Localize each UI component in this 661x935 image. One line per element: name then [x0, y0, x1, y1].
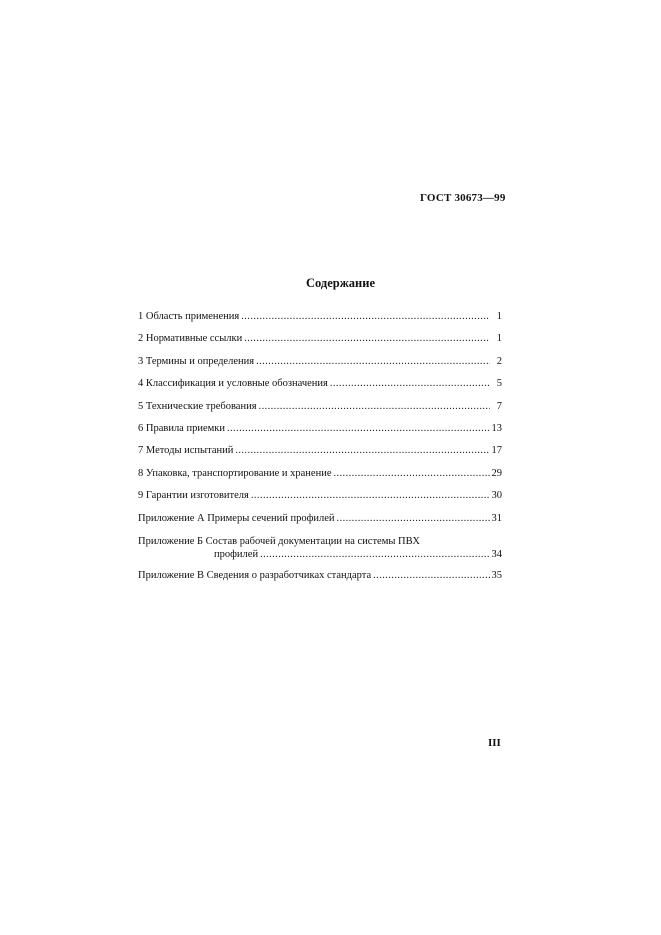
toc-entry[interactable]	[138, 445, 502, 467]
toc-entry-page: 34	[491, 548, 502, 560]
toc-leader-dots	[259, 401, 490, 412]
toc-entry-text: 1 Область применения	[138, 311, 240, 322]
toc-entry[interactable]	[138, 333, 502, 355]
toc-entry-page: 30	[491, 490, 502, 502]
toc-entry-page: 31	[491, 512, 502, 524]
toc-entry-text: 5 Технические требования	[138, 400, 257, 412]
toc-leader-dots	[227, 423, 490, 434]
toc-entry[interactable]	[138, 401, 502, 423]
toc-leader-dots	[330, 378, 490, 389]
toc-entry[interactable]	[138, 423, 502, 445]
toc-leader-dots	[244, 333, 490, 344]
toc-entry[interactable]	[138, 490, 502, 512]
toc-entry-page: 13	[491, 422, 502, 434]
toc-entry-text: 3 Термины и определения	[138, 355, 255, 367]
toc-entry-text: Приложение В Сведения о разработчиках стандарта	[138, 569, 372, 581]
toc-entry-page: 17	[491, 445, 502, 457]
toc-entry-page: 1	[496, 333, 502, 345]
toc-entry-text-continued: профилей	[214, 548, 259, 560]
toc-entry-text: Приложение А Примеры сечений профилей	[138, 512, 335, 524]
page-number: III	[488, 737, 501, 749]
table-of-contents	[138, 311, 502, 592]
toc-leader-dots	[373, 570, 489, 581]
toc-leader-dots	[251, 490, 490, 501]
toc-leader-dots	[337, 513, 490, 524]
toc-entry-text: 6 Правила приемки	[138, 422, 225, 434]
toc-leader-dots	[260, 548, 489, 562]
toc-entry[interactable]	[138, 570, 502, 592]
toc-entry-page: 5	[496, 378, 502, 390]
toc-entry-page: 7	[496, 400, 502, 412]
toc-entry-text: 7 Методы испытаний	[138, 445, 234, 457]
toc-entry-page: 29	[491, 467, 502, 479]
toc-leader-dots	[241, 311, 490, 322]
toc-entry[interactable]	[138, 513, 502, 535]
toc-entry-text: 2 Нормативные ссылки	[138, 333, 243, 345]
toc-entry-text: 8 Упаковка, транспортирование и хранение	[138, 467, 332, 479]
standard-code: ГОСТ 30673—99	[420, 192, 506, 204]
toc-entry-page: 1	[496, 311, 502, 322]
toc-entry-continuation	[138, 548, 502, 562]
toc-leader-dots	[235, 445, 489, 456]
toc-entry-page: 2	[496, 355, 502, 367]
toc-entry-text: 4 Классификация и условные обозначения	[138, 378, 328, 390]
toc-entry[interactable]	[138, 311, 502, 333]
toc-title: Содержание	[305, 276, 375, 290]
toc-entry-multiline[interactable]	[138, 535, 502, 562]
toc-entry[interactable]	[138, 468, 502, 490]
toc-entry[interactable]	[138, 378, 502, 400]
toc-leader-dots	[256, 356, 490, 367]
toc-leader-dots	[333, 468, 489, 479]
toc-entry[interactable]	[138, 356, 502, 378]
toc-entry-text: Приложение Б Состав рабочей документации на системы ПВХ	[138, 535, 420, 547]
toc-entry-page: 35	[491, 569, 502, 581]
toc-entry-text: 9 Гарантии изготовителя	[138, 490, 249, 502]
